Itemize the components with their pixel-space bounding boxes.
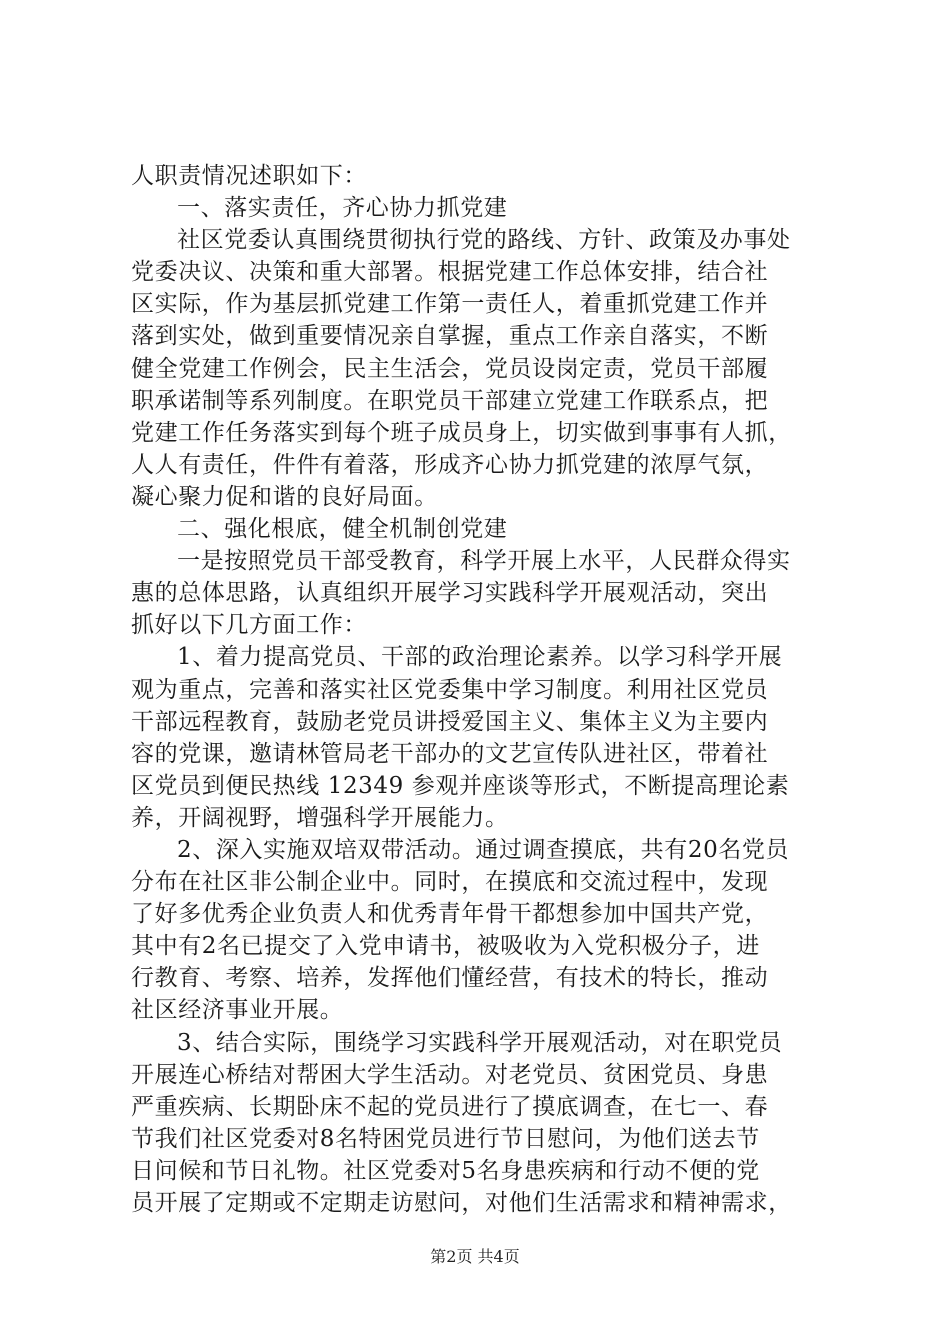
text-line: 抓好以下几方面工作： <box>131 612 367 639</box>
text-line: 党建工作任务落实到每个班子成员身上，切实做到事事有人抓， <box>131 419 792 446</box>
text-line: 开展连心桥结对帮困大学生活动。对老党员、贫困党员、身患 <box>131 1061 769 1088</box>
text-line: 日问候和节日礼物。社区党委对5名身患疾病和行动不便的党 <box>131 1157 760 1184</box>
text-line: 养，开阔视野，增强科学开展能力。 <box>131 804 509 831</box>
page-footer: 第2页 共4页 <box>430 1247 520 1266</box>
text-line: 1、着力提高党员、干部的政治理论素养。以学习科学开展 <box>177 644 783 671</box>
text-line: 职承诺制等系列制度。在职党员干部建立党建工作联系点，把 <box>131 387 769 414</box>
text-line: 其中有2名已提交了入党申请书，被吸收为入党积极分子，进 <box>131 933 760 960</box>
text-line: 2、深入实施双培双带活动。通过调查摸底，共有20名党员 <box>177 836 790 863</box>
text-line: 落到实处，做到重要情况亲自掌握，重点工作亲自落实，不断 <box>131 323 769 350</box>
body-text <box>131 160 841 1219</box>
text-line: 干部远程教育，鼓励老党员讲授爱国主义、集体主义为主要内 <box>131 708 769 735</box>
text-line: 惠的总体思路，认真组织开展学习实践科学开展观活动，突出 <box>131 580 769 607</box>
text-line: 节我们社区党委对8名特困党员进行节日慰问，为他们送去节 <box>131 1125 760 1152</box>
text-line: 健全党建工作例会，民主生活会，党员设岗定责，党员干部履 <box>131 355 769 382</box>
text-line: 区党员到便民热线 12349 参观并座谈等形式，不断提高理论素 <box>131 772 790 799</box>
text-line: 行教育、考察、培养，发挥他们懂经营，有技术的特长，推动 <box>131 965 769 992</box>
text-line: 容的党课，邀请林管局老干部办的文艺宣传队进社区，带着社 <box>131 740 769 767</box>
text-line: 一是按照党员干部受教育，科学开展上水平，人民群众得实 <box>177 548 791 575</box>
text-line: 严重疾病、长期卧床不起的党员进行了摸底调查，在七一、春 <box>131 1093 769 1120</box>
text-line: 3、结合实际，围绕学习实践科学开展观活动，对在职党员 <box>177 1029 783 1056</box>
text-line: 一、落实责任，齐心协力抓党建 <box>177 195 508 222</box>
text-line: 了好多优秀企业负责人和优秀青年骨干都想参加中国共产党， <box>131 901 769 928</box>
text-line: 人人有责任，件件有着落，形成齐心协力抓党建的浓厚气氛， <box>131 451 769 478</box>
text-line: 分布在社区非公制企业中。同时，在摸底和交流过程中，发现 <box>131 869 769 896</box>
text-line: 社区经济事业开展。 <box>131 997 344 1024</box>
text-line: 社区党委认真围绕贯彻执行党的路线、方针、政策及办事处 <box>177 227 791 254</box>
text-line: 观为重点，完善和落实社区党委集中学习制度。利用社区党员 <box>131 676 769 703</box>
text-line: 凝心聚力促和谐的良好局面。 <box>131 483 438 510</box>
text-line: 党委决议、决策和重大部署。根据党建工作总体安排，结合社 <box>131 259 769 286</box>
text-line: 员开展了定期或不定期走访慰问，对他们生活需求和精神需求， <box>131 1190 792 1216</box>
text-line: 二、强化根底，健全机制创党建 <box>177 516 508 543</box>
text-line: 区实际，作为基层抓党建工作第一责任人，着重抓党建工作并 <box>131 291 769 318</box>
text-line: 人职责情况述职如下： <box>131 163 367 189</box>
